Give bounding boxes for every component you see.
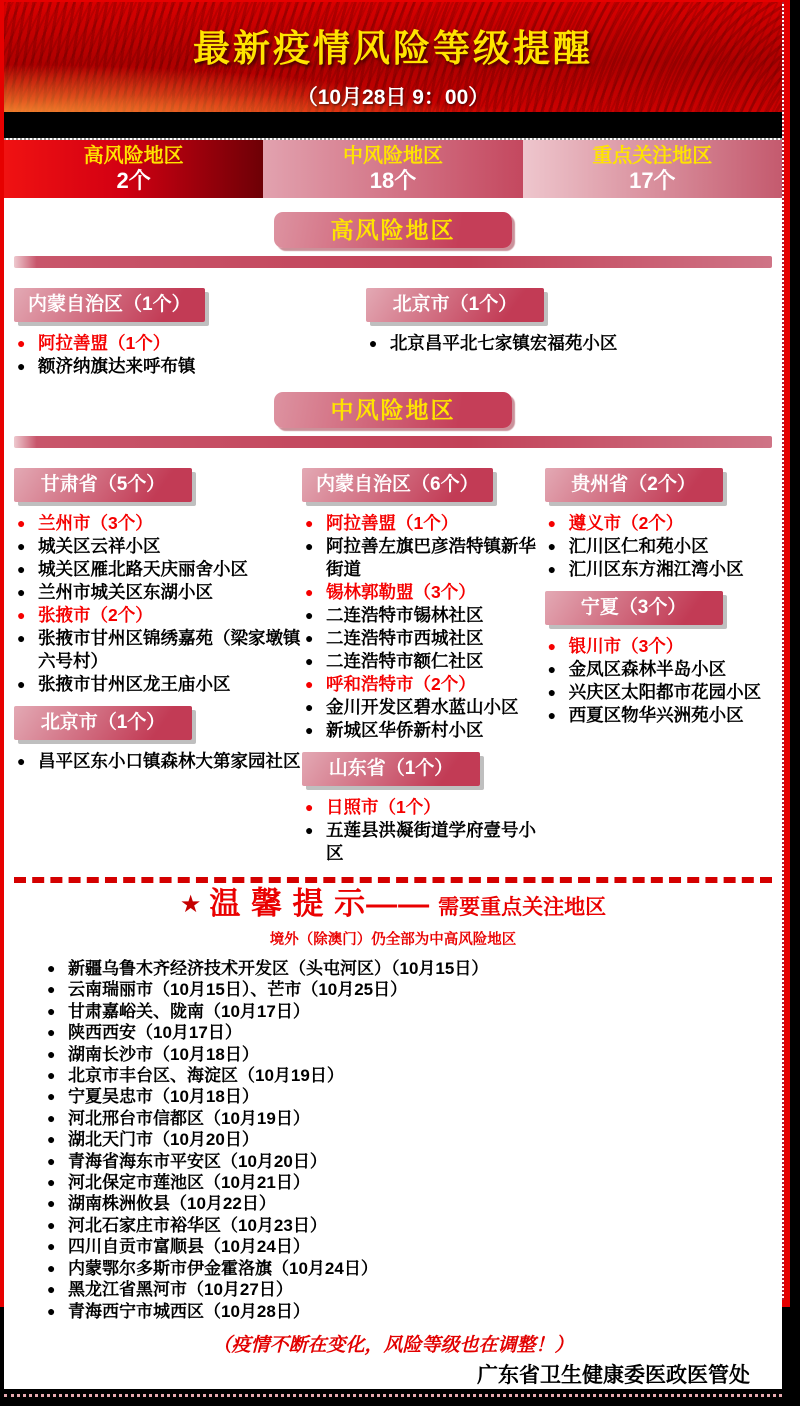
province-header: 甘肃省（5个）: [14, 468, 192, 502]
section-title-high-risk: 高风险地区: [274, 212, 512, 248]
risk-area-item: ● 甘肃嘉峪关、陇南（10月17日）: [44, 1001, 772, 1022]
footer-organization: 广东省卫生健康委医政医管处: [477, 1363, 750, 1387]
province-header: 宁夏（3个）: [545, 591, 723, 625]
risk-area-item: ● 四川自贡市富顺县（10月24日）: [44, 1236, 772, 1257]
risk-area-item: ● 湖南株洲攸县（10月22日）: [44, 1193, 772, 1214]
province-header: 北京市（1个）: [14, 706, 192, 740]
summary-label: 高风险地区: [83, 144, 184, 167]
high-risk-columns: [14, 278, 772, 378]
mid-risk-column-1: [14, 458, 302, 773]
summary-label: 重点关注地区: [592, 144, 713, 167]
risk-area-item: ● 新城区华侨新村小区: [302, 719, 545, 742]
risk-area-item: ● 汇川区仁和苑小区: [545, 535, 772, 558]
risk-area-item: ● 金凤区森林半岛小区: [545, 658, 772, 681]
summary-count: 18个: [369, 167, 417, 193]
warm-notice-title-suffix: 需要重点关注地区: [438, 896, 607, 919]
warm-notice-header: [14, 887, 772, 927]
risk-area-item: ● 张掖市甘州区锦绣嘉苑（梁家墩镇六号村）: [14, 627, 302, 673]
risk-area-item: ● 兴庆区太阳都市花园小区: [545, 681, 772, 704]
mid-risk-columns: [14, 458, 772, 865]
risk-area-item: ● 青海西宁市城西区（10月28日）: [44, 1301, 772, 1322]
risk-area-item: ● 河北石家庄市裕华区（10月23日）: [44, 1215, 772, 1236]
risk-area-item: ● 湖北天门市（10月20日）: [44, 1129, 772, 1150]
risk-area-item: ● 河北邢台市信都区（10月19日）: [44, 1108, 772, 1129]
warm-notice-section: [14, 877, 772, 1322]
risk-area-item: ● 西夏区物华兴洲苑小区: [545, 704, 772, 727]
risk-area-item: ● 宁夏吴忠市（10月18日）: [44, 1086, 772, 1107]
risk-area-item: ● 汇川区东方湘江湾小区: [545, 558, 772, 581]
risk-area-item: ● 内蒙鄂尔多斯市伊金霍洛旗（10月24日）: [44, 1258, 772, 1279]
mid-risk-column-2: [302, 458, 545, 865]
province-header: 内蒙自治区（6个）: [302, 468, 493, 502]
risk-area-item: ● 兰州市城关区东湖小区: [14, 581, 302, 604]
risk-area-item: ● 昌平区东小口镇森林大第家园社区: [14, 750, 302, 773]
risk-area-item: ● 北京市丰台区、海淀区（10月19日）: [44, 1065, 772, 1086]
province-header: 山东省（1个）: [302, 752, 480, 786]
risk-area-item: ● 城关区雁北路天庆丽舍小区: [14, 558, 302, 581]
summary-mid-risk: [263, 140, 522, 198]
risk-area-item: ● 二连浩特市锡林社区: [302, 604, 545, 627]
risk-area-item: ● 阿拉善盟（1个）: [14, 332, 360, 355]
focus-area-list: [44, 958, 772, 1322]
risk-area-item: ● 日照市（1个）: [302, 796, 545, 819]
black-divider-bar: [4, 112, 782, 138]
risk-area-item: ● 湖南长沙市（10月18日）: [44, 1044, 772, 1065]
bottom-black-bar: [4, 1394, 782, 1406]
risk-area-item: ● 陕西西安（10月17日）: [44, 1022, 772, 1043]
section-title-mid-risk: 中风险地区: [274, 392, 512, 428]
risk-area-item: ● 河北保定市莲池区（10月21日）: [44, 1172, 772, 1193]
risk-area-item: ● 北京昌平北七家镇宏福苑小区: [366, 332, 772, 355]
section-divider: [14, 256, 772, 268]
risk-area-item: ● 城关区云祥小区: [14, 535, 302, 558]
summary-focus: [523, 140, 782, 198]
star-icon: ★: [179, 891, 202, 918]
risk-area-item: ● 呼和浩特市（2个）: [302, 673, 545, 696]
province-header: 内蒙自治区（1个）: [14, 288, 205, 322]
high-risk-column-1: [14, 278, 360, 378]
summary-high-risk: [4, 140, 263, 198]
content-area: [4, 198, 782, 1389]
risk-area-item: ● 二连浩特市西城社区: [302, 627, 545, 650]
risk-area-item: ● 金川开发区碧水蓝山小区: [302, 696, 545, 719]
risk-area-item: ● 云南瑞丽市（10月15日）、芒市（10月25日）: [44, 979, 772, 1000]
section-divider: [14, 436, 772, 448]
risk-area-item: ● 张掖市甘州区龙王庙小区: [14, 673, 302, 696]
poster-banner: [4, 2, 782, 112]
risk-area-item: ● 兰州市（3个）: [14, 512, 302, 535]
risk-area-item: ● 银川市（3个）: [545, 635, 772, 658]
warm-notice-title: 温 馨 提 示——: [209, 886, 431, 921]
risk-area-item: ● 阿拉善盟（1个）: [302, 512, 545, 535]
risk-area-item: ● 黑龙江省黑河市（10月27日）: [44, 1279, 772, 1300]
summary-row: [4, 138, 782, 198]
province-header: 贵州省（2个）: [545, 468, 723, 502]
summary-label: 中风险地区: [342, 144, 443, 167]
risk-area-item: ● 遵义市（2个）: [545, 512, 772, 535]
risk-area-item: ● 锡林郭勒盟（3个）: [302, 581, 545, 604]
mid-risk-column-3: [545, 458, 772, 727]
province-header: 北京市（1个）: [366, 288, 544, 322]
risk-area-item: ● 额济纳旗达来呼布镇: [14, 355, 360, 378]
high-risk-column-2: [360, 278, 772, 355]
risk-area-item: ● 五莲县洪凝街道学府壹号小区: [302, 819, 545, 865]
risk-area-item: ● 青海省海东市平安区（10月20日）: [44, 1151, 772, 1172]
poster-title: 最新疫情风险等级提醒: [193, 28, 593, 69]
risk-area-item: ● 新疆乌鲁木齐经济技术开发区（头屯河区）（10月15日）: [44, 958, 772, 979]
risk-area-item: ● 二连浩特市额仁社区: [302, 650, 545, 673]
page: [4, 2, 784, 1387]
poster-subtitle: （10月28日 9：00）: [296, 86, 490, 109]
summary-count: 17个: [629, 167, 676, 193]
risk-area-item: ● 阿拉善左旗巴彦浩特镇新华街道: [302, 535, 545, 581]
footer-note: （疫情不断在变化，风险等级也在调整！）: [212, 1334, 574, 1356]
risk-area-item: ● 张掖市（2个）: [14, 604, 302, 627]
summary-count: 2个: [116, 167, 151, 193]
warm-notice-subtitle: 境外（除澳门）仍全部为中高风险地区: [269, 932, 517, 948]
